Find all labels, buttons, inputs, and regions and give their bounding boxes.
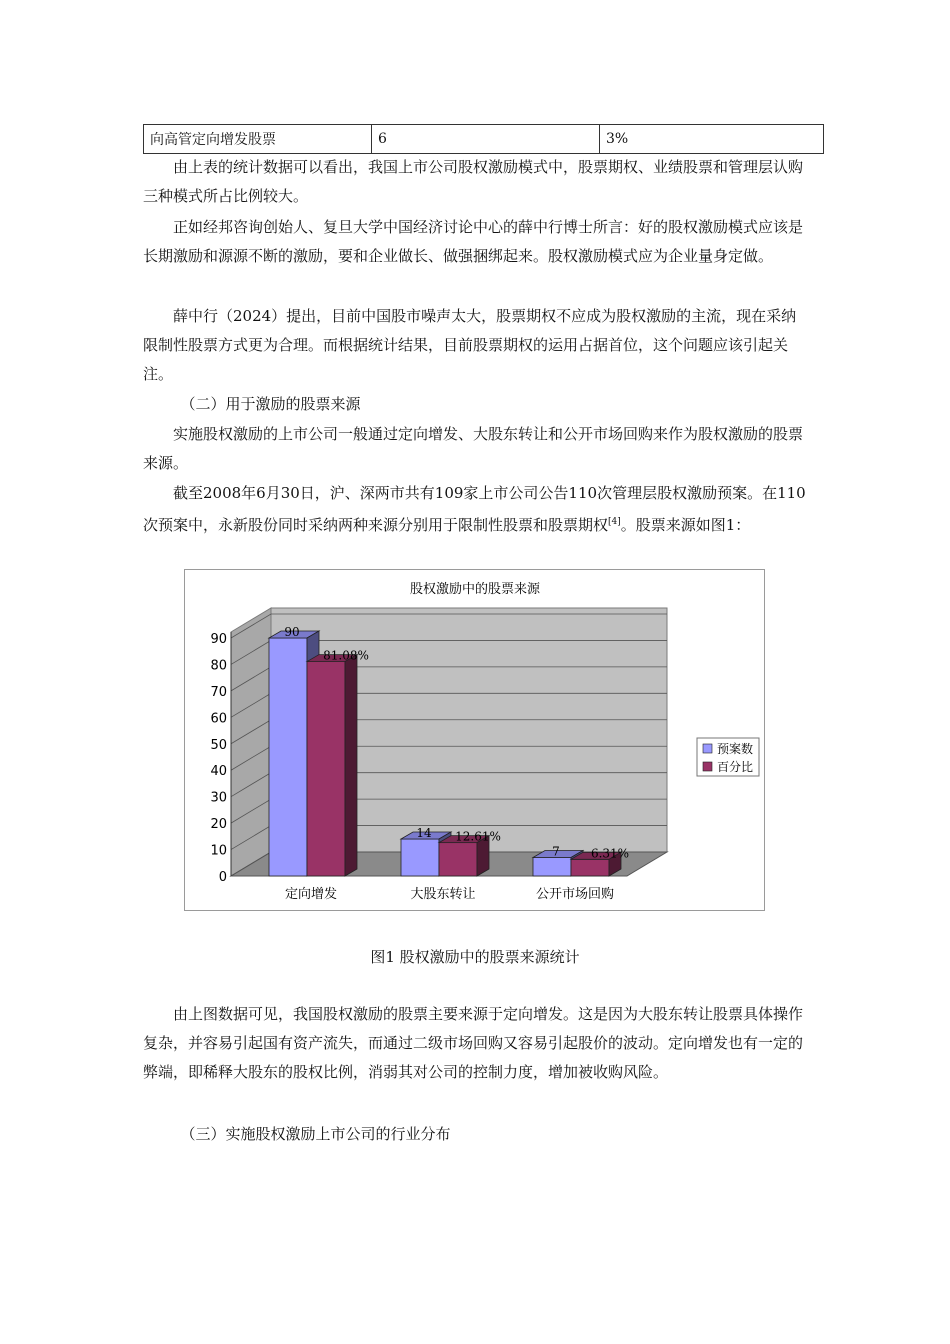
data-label: 6.31% (590, 846, 630, 861)
y-tick-label: 60 (210, 711, 227, 727)
legend-label: 预案数 (717, 742, 754, 756)
y-tick-label: 70 (210, 684, 227, 700)
chart-title: 股权激励中的股票来源 (409, 582, 541, 597)
y-tick-label: 40 (210, 764, 227, 780)
y-tick-label: 30 (210, 790, 227, 806)
table-cell-percent: 3% (600, 125, 824, 154)
paragraph-4: 实施股权激励的上市公司一般通过定向增发、大股东转让和公开市场回购来作为股权激励的股票来源。 (143, 425, 804, 472)
x-tick-label: 公开市场回购 (535, 887, 615, 902)
y-tick-label: 10 (210, 843, 227, 859)
y-tick-label: 20 (210, 817, 227, 833)
bar (401, 839, 439, 876)
legend-label: 百分比 (717, 760, 754, 774)
y-tick-label: 80 (210, 658, 227, 674)
x-tick-label: 大股东转让 (410, 887, 476, 902)
data-label: 81.08% (323, 648, 369, 663)
section-heading-3: （三）实施股权激励上市公司的行业分布 (180, 1125, 451, 1143)
bar (439, 843, 477, 876)
bar-chart (185, 570, 764, 910)
x-axis-ticks (285, 886, 614, 902)
citation-ref: [4] (608, 517, 621, 527)
data-label: 7 (552, 844, 560, 859)
table-cell-mode: 向高管定向增发股票 (144, 125, 372, 154)
bar (533, 857, 571, 876)
table-row (144, 125, 824, 154)
paragraph-3: 薛中行（2024）提出，目前中国股市噪声太大，股票期权不应成为股权激励的主流，现在采纳限制性股票方式更为合理。而根据统计结果，目前股票期权的运用占据首位，这个问题应该引起关注。 (143, 307, 797, 383)
paragraph-5-text: 截至2008年6月30日，沪、深两市共有109家上市公司公告110次管理层股权激励预案。在110次预案中，永新股份同时采纳两种来源分别用于限制性股票和股票期权 (143, 484, 806, 534)
bar (307, 662, 345, 876)
legend-swatch (703, 762, 712, 771)
chart-legend (697, 738, 759, 776)
bar-side (345, 655, 357, 876)
y-tick-label: 0 (218, 870, 227, 885)
y-tick-label: 50 (210, 737, 227, 753)
y-axis-ticks (210, 632, 231, 885)
x-tick-label: 定向增发 (284, 887, 338, 902)
paragraph-5 (143, 479, 807, 540)
bar (269, 638, 307, 876)
side-wall (231, 608, 271, 876)
y-tick-label: 90 (210, 632, 227, 647)
data-label: 90 (284, 625, 300, 639)
legend-swatch (703, 744, 712, 753)
bar (571, 859, 609, 876)
section-heading-2: （二）用于激励的股票来源 (180, 395, 361, 413)
paragraph-6: 由上图数据可见，我国股权激励的股票主要来源于定向增发。这是因为大股东转让股票具体操作复杂，并容易引起国有资产流失，而通过二级市场回购又容易引起股价的波动。定向增发也有一定的弊端，即稀释大股东的股权比例，消弱其对公司的控制力度，增加被收购风险。 (143, 1005, 804, 1081)
paragraph-2: 正如经邦咨询创始人、复旦大学中国经济讨论中心的薛中行博士所言：好的股权激励模式应该是长期激励和源源不断的激励，要和企业做长、做强捆绑起来。股权激励模式应为企业量身定做。 (143, 218, 804, 265)
data-label: 14 (416, 825, 432, 840)
chart-container (184, 569, 765, 911)
paragraph-1: 由上表的统计数据可以看出，我国上市公司股权激励模式中，股票期权、业绩股票和管理层认购三种模式所占比例较大。 (143, 158, 804, 205)
paragraph-5-tail: 。股票来源如图1： (620, 516, 751, 534)
table-cell-count: 6 (372, 125, 600, 154)
data-label: 12.61% (455, 829, 501, 844)
data-table-tail (143, 124, 824, 154)
figure-caption: 图1 股权激励中的股票来源统计 (370, 948, 580, 966)
